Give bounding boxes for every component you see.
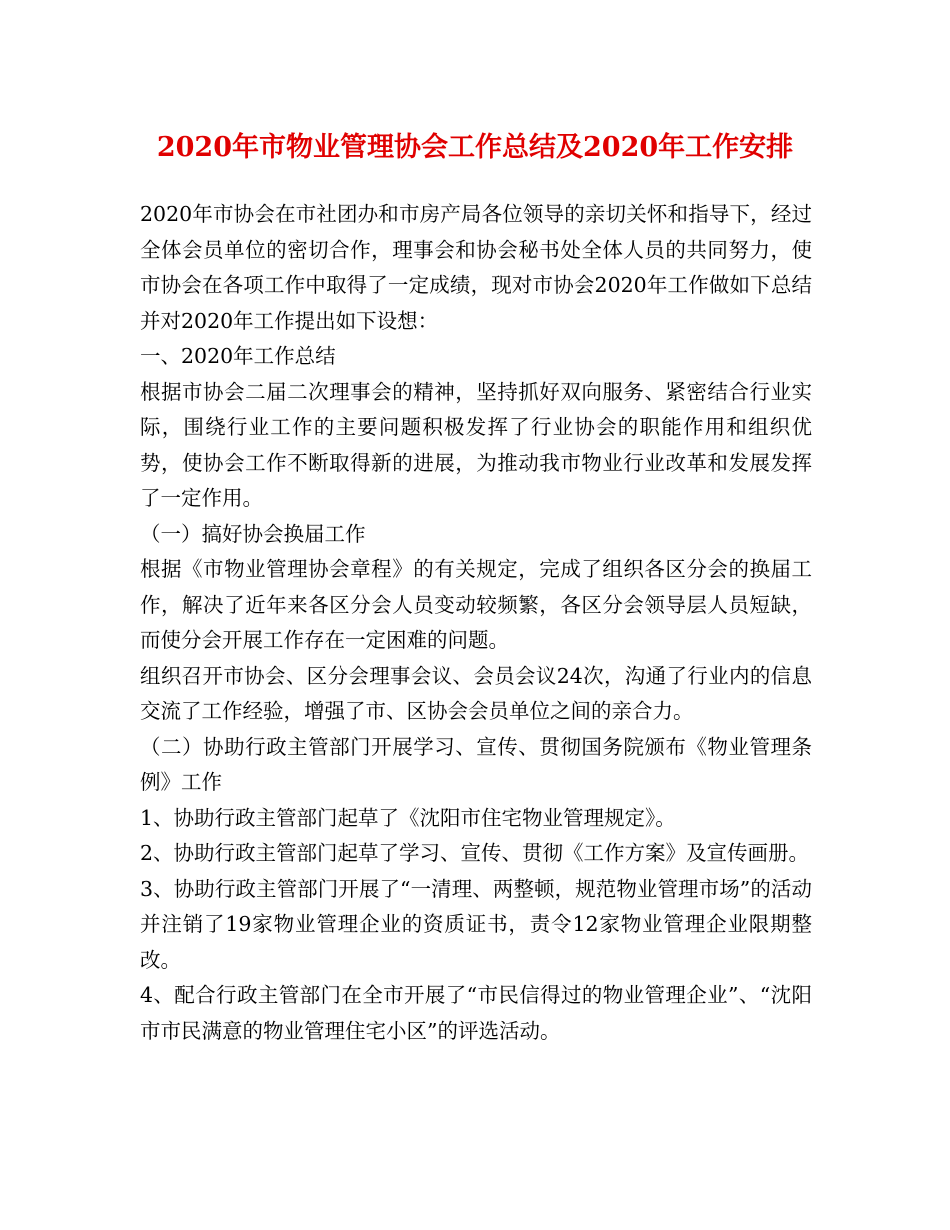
list-item-4: 4、配合行政主管部门在全市开展了“市民信得过的物业管理企业”、“沈阳市市民满意的物业管理住宅小区”的评选活动。 bbox=[140, 983, 812, 1043]
document-body bbox=[140, 197, 812, 1049]
subsection-heading-1: （一）搞好协会换届工作 bbox=[140, 521, 366, 546]
document-title: 2020年市物业管理协会工作总结及2020年工作安排 bbox=[156, 132, 794, 163]
subsection-heading-2: （二）协助行政主管部门开展学习、宣传、贯彻国务院颁布《物业管理条例》工作 bbox=[140, 734, 812, 794]
list-item-1: 1、协助行政主管部门起草了《沈阳市住宅物业管理规定》。 bbox=[140, 805, 676, 830]
paragraph-election: 根据《市物业管理协会章程》的有关规定，完成了组织各区分会的换届工作，解决了近年来各区分会人员变动较频繁，各区分会领导层人员短缺，而使分会开展工作存在一定困难的问题。 bbox=[140, 557, 812, 652]
paragraph-intro: 2020年市协会在市社团办和市房产局各位领导的亲切关怀和指导下，经过全体会员单位的密切合作，理事会和协会秘书处全体人员的共同努力，使市协会在各项工作中取得了一定成绩，现对市协会2020年工作做如下总结并对2020年工作提出如下设想： bbox=[140, 202, 812, 333]
paragraph-meetings: 组织召开市协会、区分会理事会议、会员会议24次，沟通了行业内的信息交流了工作经验，增强了市、区协会会员单位之间的亲合力。 bbox=[140, 663, 812, 723]
list-item-3: 3、协助行政主管部门开展了“一清理、两整顿，规范物业管理市场”的活动并注销了19家物业管理企业的资质证书，责令12家物业管理企业限期整改。 bbox=[140, 876, 812, 972]
list-item-2: 2、协助行政主管部门起草了学习、宣传、贯彻《工作方案》及宣传画册。 bbox=[140, 841, 810, 865]
paragraph-summary: 根据市协会二届二次理事会的精神，坚持抓好双向服务、紧密结合行业实际，围绕行业工作的主要问题积极发挥了行业协会的职能作用和组织优势，使协会工作不断取得新的进展，为推动我市物业行业改革和发展发挥了一定作用。 bbox=[140, 379, 812, 510]
section-heading-summary: 一、2020年工作总结 bbox=[140, 344, 336, 368]
